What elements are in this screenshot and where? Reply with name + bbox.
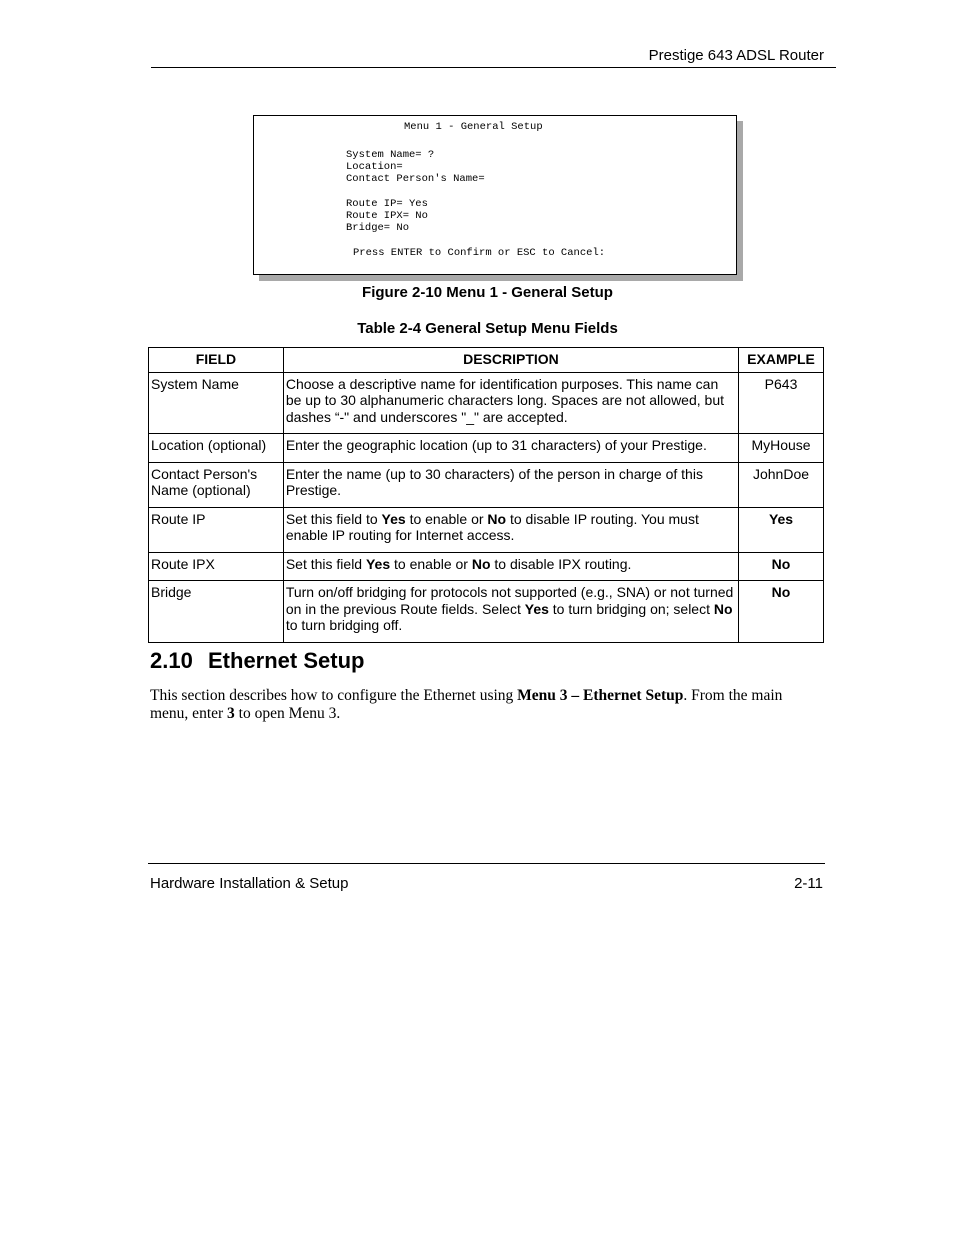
description-cell: Enter the geographic location (up to 31 characters) of your Prestige.	[283, 434, 738, 463]
table-row	[149, 581, 824, 643]
footer-chapter: Hardware Installation & Setup	[150, 875, 349, 892]
header-description: DESCRIPTION	[283, 348, 738, 373]
table-row	[149, 372, 824, 434]
description-text: to disable IP routing. You must enable IP routing for Internet access.	[285, 510, 699, 543]
description-cell	[283, 507, 738, 552]
description-cell: Enter the name (up to 30 characters) of the person in charge of this Prestige.	[283, 462, 738, 507]
description-text: to turn bridging off.	[285, 617, 403, 633]
description-text: Turn on/off bridging for protocols not supported (e.g., SNA) or not turned on in the previous Route fields. Select	[285, 584, 734, 617]
description-cell: Choose a descriptive name for identification purposes. This name can be up to 30 alphanumeric characters long. Spaces are not allowed, but dashes “-" and underscores "_" are accepted.	[283, 372, 738, 434]
section-title: Ethernet Setup	[208, 648, 365, 673]
section-heading	[150, 648, 364, 674]
footer-rule	[148, 863, 825, 864]
table-row	[149, 434, 824, 463]
table-row	[149, 462, 824, 507]
description-cell	[283, 581, 738, 643]
description-bold: Yes	[365, 555, 391, 572]
field-cell: Route IP	[149, 507, 284, 552]
field-cell: Route IPX	[149, 552, 284, 581]
example-cell: MyHouse	[739, 434, 824, 463]
field-cell: Bridge	[149, 581, 284, 643]
description-text: Set this field to	[285, 510, 382, 527]
description-bold: No	[487, 510, 507, 527]
header-field: FIELD	[149, 348, 284, 373]
screen-line: Bridge= No	[346, 222, 410, 234]
body-paragraph	[150, 687, 810, 723]
description-cell	[283, 552, 738, 581]
table-row	[149, 507, 824, 552]
table-header-row	[149, 348, 824, 373]
header-rule	[151, 67, 836, 68]
description-text: to turn bridging on; select	[548, 600, 714, 617]
description-bold: Yes	[524, 600, 549, 617]
running-header: Prestige 643 ADSL Router	[648, 47, 824, 64]
screen-prompt: Press ENTER to Confirm or ESC to Cancel:	[353, 247, 606, 259]
screen-line: Contact Person's Name=	[346, 173, 485, 185]
paragraph-bold: 3	[227, 705, 235, 722]
screen-line: System Name= ?	[346, 149, 435, 161]
paragraph-text: to open Menu 3.	[234, 705, 341, 722]
example-cell: P643	[739, 372, 824, 434]
section-number: 2.10	[150, 648, 193, 673]
field-cell: System Name	[149, 372, 284, 434]
menu-screen	[253, 115, 737, 275]
general-setup-fields-table	[148, 347, 824, 643]
header-example: EXAMPLE	[739, 348, 824, 373]
table-caption: Table 2-4 General Setup Menu Fields	[357, 320, 618, 337]
description-bold: No	[713, 600, 733, 617]
description-text: to disable IPX routing.	[490, 555, 632, 572]
screen-line: Route IP= Yes	[346, 198, 428, 210]
example-cell: Yes	[739, 507, 824, 552]
example-cell: JohnDoe	[739, 462, 824, 507]
figure-caption: Figure 2-10 Menu 1 - General Setup	[362, 284, 613, 301]
example-cell: No	[739, 552, 824, 581]
example-cell: No	[739, 581, 824, 643]
description-bold: Yes	[381, 510, 406, 527]
field-cell: Contact Person's Name (optional)	[149, 462, 284, 507]
page-number: 2-11	[794, 875, 823, 892]
screen-line: Route IPX= No	[346, 210, 428, 222]
paragraph-text: This section describes how to configure the Ethernet using	[150, 687, 518, 704]
description-text: to enable or	[405, 510, 488, 527]
description-text: Set this field	[285, 555, 366, 572]
paragraph-bold: Menu 3 – Ethernet Setup	[517, 687, 684, 704]
screen-title: Menu 1 - General Setup	[404, 121, 543, 133]
description-text: to enable or	[390, 555, 472, 572]
table-row	[149, 552, 824, 581]
field-cell: Location (optional)	[149, 434, 284, 463]
paragraph-text: . From the main menu, enter	[150, 687, 783, 722]
description-bold: No	[471, 555, 491, 572]
screen-line: Location=	[346, 161, 403, 173]
